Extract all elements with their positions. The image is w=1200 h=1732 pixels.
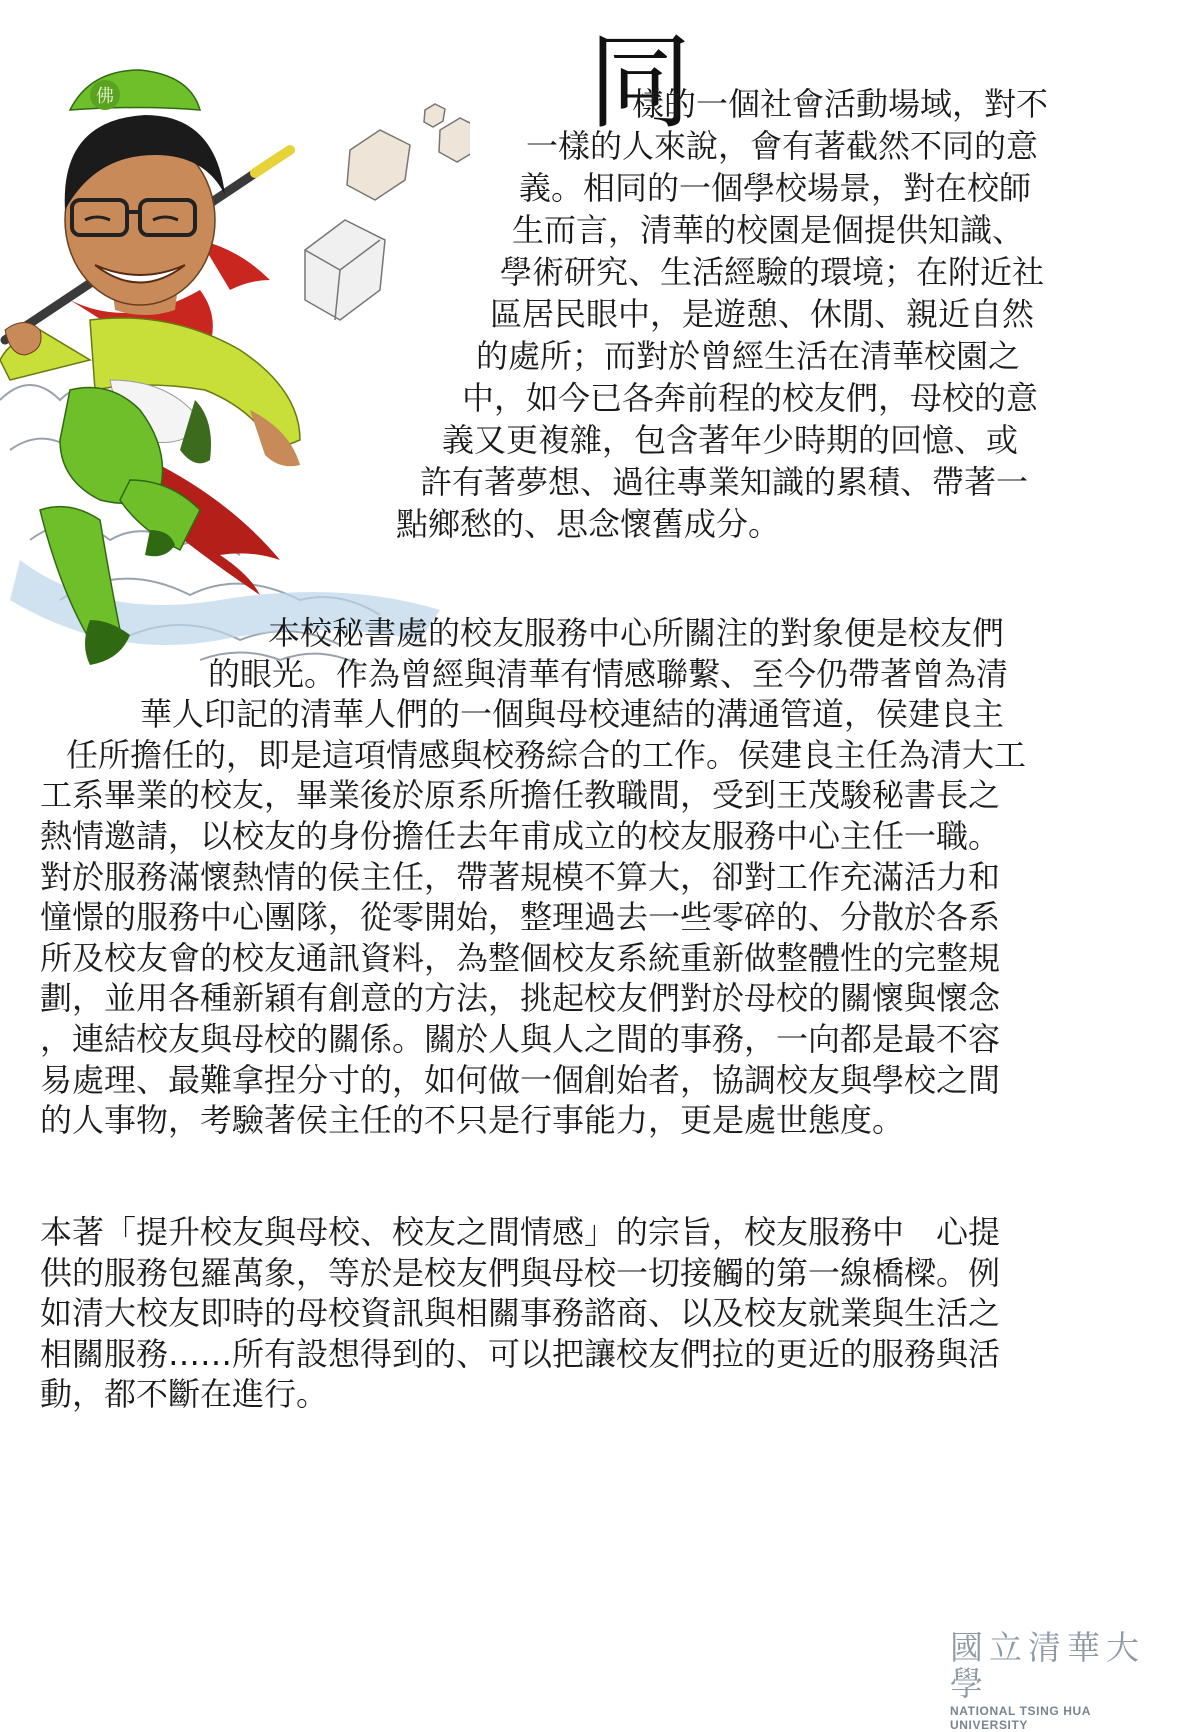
paragraph-line: 劃，並用各種新穎有創意的方法，挑起校友們對於母校的關懷與懷念 <box>40 979 1001 1018</box>
intro-line: 學術研究、生活經驗的環境；在附近社 <box>500 253 1045 291</box>
paragraph-line: 供的服務包羅萬象，等於是校友們與母校一切接觸的第一線橋樑。例 <box>40 1253 1001 1292</box>
university-logo <box>950 1628 1170 1732</box>
paragraph-line: 華人印記的清華人們的一個與母校連結的溝通管道，侯建良主 <box>140 695 1005 734</box>
paragraph-line: 相關服務……所有設想得到的、可以把讓校友們拉的更近的服務與活 <box>40 1334 1001 1373</box>
intro-line: 生而言，清華的校園是個提供知識、 <box>512 211 1025 249</box>
paragraph-line: 任所擔任的，即是這項情感與校務綜合的工作。侯建良主任為清大工 <box>66 735 1027 774</box>
intro-line: 樣的一個社會活動場域，對不 <box>632 85 1049 123</box>
intro-line: 區居民眼中，是遊憩、休閒、親近自然 <box>490 295 1035 333</box>
paragraph-line: 工系畢業的校友，畢業後於原系所擔任教職間，受到王茂駿秘書長之 <box>40 776 1001 815</box>
intro-line: 義。相同的一個學校場景，對在校師 <box>519 169 1032 207</box>
paragraph-line: 憧憬的服務中心團隊，從零開始，整理過去一些零碎的、分散於各系 <box>40 898 1001 937</box>
drop-cap: 同 <box>588 21 693 143</box>
intro-line: 一樣的人來說，會有著截然不同的意 <box>526 127 1039 165</box>
intro-line: 的處所；而對於曾經生活在清華校園之 <box>476 337 1021 375</box>
paragraph-line: 本著「提升校友與母校、校友之間情感」的宗旨，校友服務中 心提 <box>40 1213 1001 1251</box>
paragraph-line: 易處理、最難拿捏分寸的，如何做一個創始者，協調校友與學校之間 <box>40 1060 1001 1099</box>
logo-chinese-name: 國立清華大學 <box>950 1628 1145 1703</box>
paragraph-line: 的眼光。作為曾經與清華有情感聯繫、至今仍帶著曾為清 <box>208 654 1009 693</box>
paragraph-line: ，連結校友與母校的關係。關於人與人之間的事務，一向都是最不容 <box>40 1019 1001 1058</box>
intro-line: 點鄉愁的、思念懷舊成分。 <box>396 505 781 543</box>
intro-line: 義又更複雜，包含著年少時期的回憶、或 <box>442 421 1019 459</box>
paragraph-services <box>40 1212 1170 1415</box>
logo-english-name: NATIONAL TSING HUA UNIVERSITY <box>950 1704 1091 1732</box>
paragraph-line: 對於服務滿懷熱情的侯主任，帶著規模不算大，卻對工作充滿活力和 <box>40 857 1001 896</box>
paragraph-alumni-center <box>40 613 1170 1141</box>
paragraph-line: 本校秘書處的校友服務中心所關注的對象便是校友們 <box>268 614 1005 652</box>
intro-line: 許有著夢想、過往專業知識的累積、帶著一 <box>420 463 1029 501</box>
hat-character: 佛 <box>96 86 114 107</box>
paragraph-line: 如清大校友即時的母校資訊與相關事務諮商、以及校友就業與生活之 <box>40 1294 1001 1333</box>
paragraph-line: 動，都不斷在進行。 <box>40 1375 329 1414</box>
paragraph-line: 熱情邀請，以校友的身份擔任去年甫成立的校友服務中心主任一職。 <box>40 816 1001 855</box>
intro-line: 中，如今已各奔前程的校友們，母校的意 <box>462 379 1039 417</box>
paragraph-line: 所及校友會的校友通訊資料，為整個校友系統重新做整體性的完整規 <box>40 938 1001 977</box>
paragraph-line: 的人事物，考驗著侯主任的不只是行事能力，更是處世態度。 <box>40 1101 905 1140</box>
